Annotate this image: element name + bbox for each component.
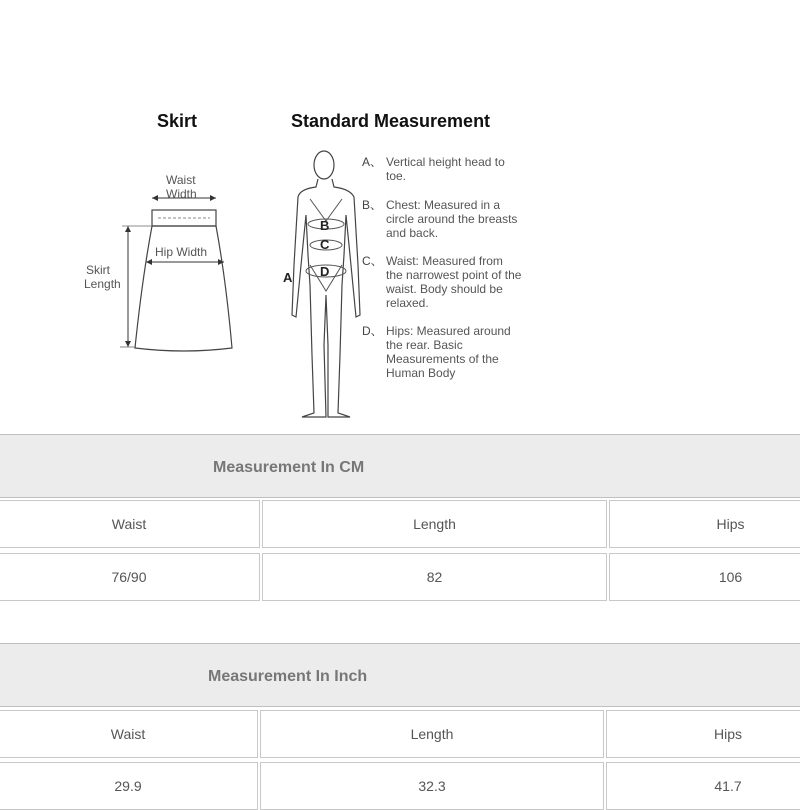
marker-b: B: [320, 218, 330, 233]
cm-header-hips: Hips: [609, 500, 800, 548]
definition-text: Chest: Measured in a circle around the breasts and back.: [386, 198, 518, 240]
human-body-figure: [280, 145, 370, 425]
cm-table-title: Measurement In CM: [213, 459, 365, 476]
measurement-definitions: [362, 155, 522, 394]
inch-table-title: Measurement In Inch: [208, 668, 368, 685]
definition-key: B、: [362, 198, 383, 212]
inch-header-length: Length: [260, 710, 604, 758]
definition-text: Vertical height head to toe.: [386, 155, 505, 183]
cm-table-header: [0, 434, 800, 498]
marker-d: D: [320, 264, 330, 279]
skirt-title: Skirt: [157, 111, 198, 131]
cm-value-length: 82: [262, 553, 607, 601]
hip-width-label: Hip Width: [155, 245, 208, 259]
waist-width-label-1: Waist: [166, 173, 196, 187]
inch-value-waist: 29.9: [0, 762, 258, 810]
waist-width-label-2: Width: [166, 187, 197, 201]
skirt-length-label-1: Skirt: [86, 263, 110, 277]
cm-value-hips: 106: [609, 553, 800, 601]
definition-text: Hips: Measured around the rear. Basic Measurements of the Human Body: [386, 324, 511, 380]
inch-table-header: [0, 643, 800, 707]
inch-header-hips: Hips: [606, 710, 800, 758]
inch-value-length: 32.3: [260, 762, 604, 810]
cm-header-waist: Waist: [0, 500, 260, 548]
definition-d: [362, 324, 522, 380]
marker-c: C: [320, 237, 330, 252]
definition-key: A、: [362, 155, 383, 169]
marker-a: A: [283, 270, 293, 285]
inch-value-hips: 41.7: [606, 762, 800, 810]
definition-b: [362, 198, 522, 240]
definition-a: [362, 155, 522, 183]
definition-key: D、: [362, 324, 383, 338]
cm-value-waist: 76/90: [0, 553, 260, 601]
cm-header-length: Length: [262, 500, 607, 548]
skirt-length-label-2: Length: [84, 277, 121, 291]
definition-key: C、: [362, 254, 383, 268]
definition-text: Waist: Measured from the narrowest point of the waist. Body should be relaxed.: [386, 254, 522, 310]
definition-c: [362, 254, 522, 310]
standard-measurement-title: Standard Measurement: [291, 111, 491, 131]
inch-header-waist: Waist: [0, 710, 258, 758]
